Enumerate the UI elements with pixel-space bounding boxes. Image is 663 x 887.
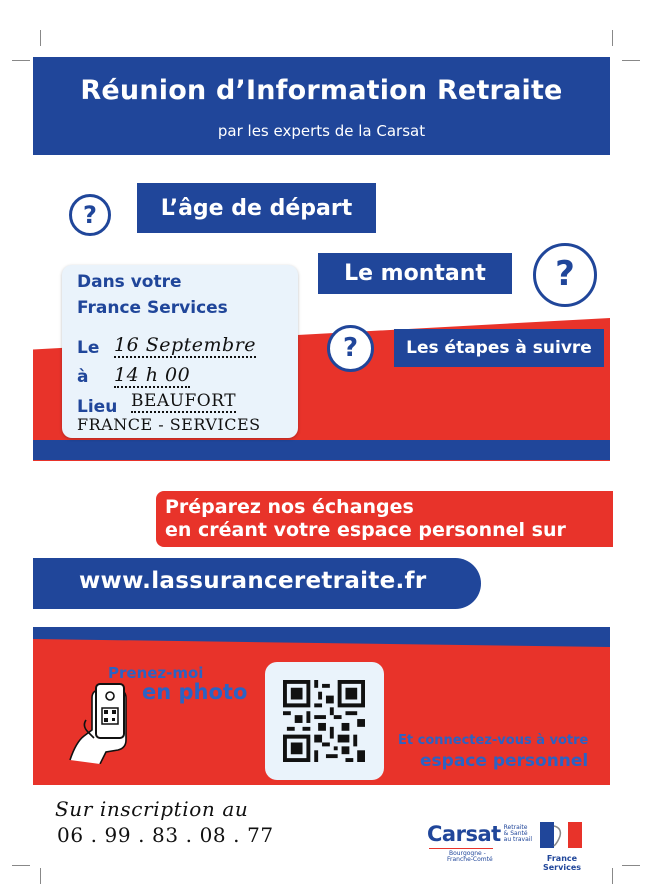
question-mark-icon: ? xyxy=(533,243,597,307)
marianne-flag-icon xyxy=(532,822,592,848)
carsat-tagline-2: & Santé xyxy=(503,830,528,837)
photo-prompt-line-1: Prenez-moi xyxy=(108,664,204,682)
phone-in-hand-icon xyxy=(62,680,142,764)
crop-mark xyxy=(12,865,30,866)
crop-mark xyxy=(622,865,640,866)
handwritten-phone: 06 . 99 . 83 . 08 . 77 xyxy=(57,823,274,847)
question-mark-icon: ? xyxy=(327,325,374,372)
website-url[interactable]: www.lassuranceretraite.fr xyxy=(33,558,481,609)
prepare-line-1: Préparez nos échanges xyxy=(165,496,414,518)
page-title: Réunion d’Information Retraite xyxy=(80,75,563,106)
connect-line-2: espace personnel xyxy=(420,751,589,771)
carsat-wordmark: Carsat xyxy=(427,822,501,846)
carsat-region-1: Bourgogne - xyxy=(449,850,486,857)
qr-code-icon xyxy=(283,680,365,762)
handwritten-inscription: Sur inscription au xyxy=(55,797,249,821)
crop-mark xyxy=(40,30,41,46)
france-services-label: France Services xyxy=(542,854,582,872)
crop-mark xyxy=(40,868,41,884)
qr-code-card[interactable] xyxy=(265,662,384,780)
time-label: à xyxy=(77,367,89,387)
question-mark-icon: ? xyxy=(69,194,111,236)
card-line-2: France Services xyxy=(77,298,228,318)
page-subtitle: par les experts de la Carsat xyxy=(217,122,426,140)
topic-age-depart: L’âge de départ xyxy=(137,183,376,233)
carsat-logo xyxy=(427,822,532,863)
header-banner xyxy=(33,57,610,155)
carsat-region-2: Franche-Comté xyxy=(447,856,493,863)
carsat-tagline-3: au travail xyxy=(503,836,533,843)
handwritten-date: 16 Septembre xyxy=(114,334,257,356)
handwritten-place-2: FRANCE - SERVICES xyxy=(77,415,261,434)
topic-montant: Le montant xyxy=(318,253,512,294)
france-services-logo xyxy=(532,822,592,872)
place-label: Lieu xyxy=(77,397,118,417)
date-label: Le xyxy=(77,338,100,358)
card-line-1: Dans votre xyxy=(77,272,182,292)
crop-mark xyxy=(612,868,613,884)
connect-line-1: Et connectez-vous à votre xyxy=(398,733,589,748)
blue-stripe xyxy=(33,440,610,460)
handwritten-time: 14 h 00 xyxy=(114,364,191,386)
prepare-banner xyxy=(156,491,613,547)
carsat-tagline-1: Retraite xyxy=(503,824,528,831)
crop-mark xyxy=(12,60,30,61)
crop-mark xyxy=(622,60,640,61)
crop-mark xyxy=(612,30,613,46)
session-info-card xyxy=(62,265,298,438)
prepare-line-2: en créant votre espace personnel sur xyxy=(165,519,566,541)
handwritten-place: BEAUFORT xyxy=(131,391,237,411)
photo-prompt-line-2: en photo xyxy=(142,680,248,704)
topic-etapes: Les étapes à suivre xyxy=(394,329,604,367)
